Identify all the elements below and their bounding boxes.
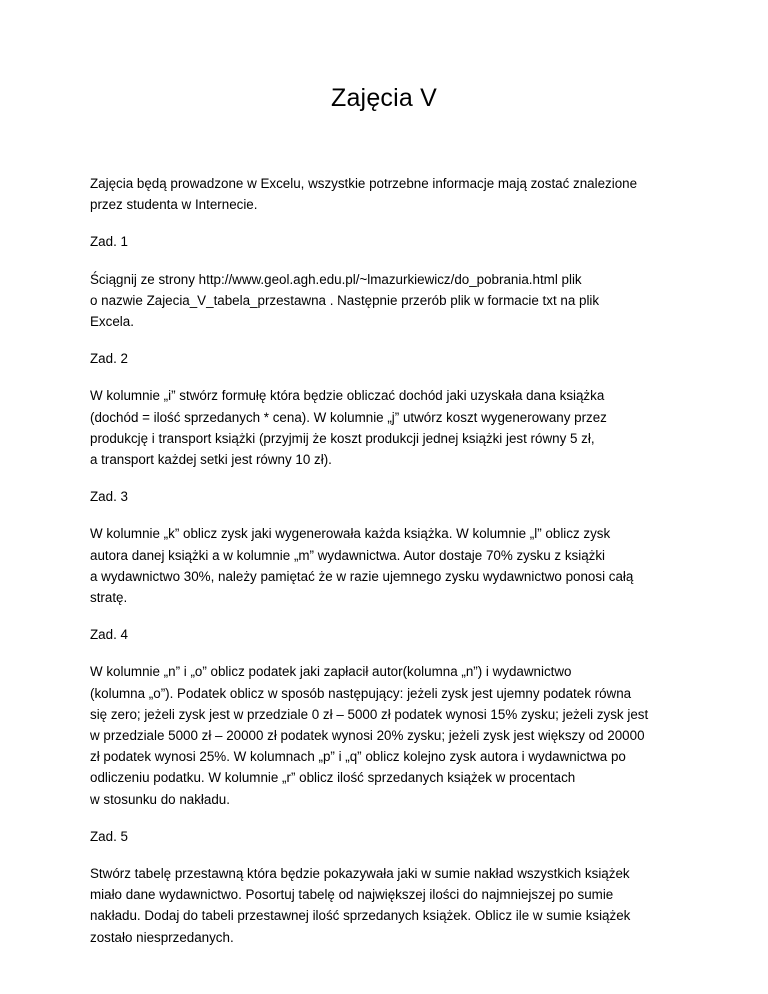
intro-paragraph: Zajęcia będą prowadzone w Excelu, wszystkie potrzebne informacje mają zostać znalezione przez studenta w Internecie. <box>90 176 638 213</box>
task-3-text: W kolumnie „k” oblicz zysk jaki wygenerowała każda książka. W kolumnie „l” oblicz zysk autora danej książki a w kolumnie „m” wydawnictwa. Autor dostaje 70% zysku z książki a wydawnictwo 30%, należy pamiętać że w razie ujemnego zysku wydawnictwo ponosi całą stratę. <box>90 526 634 606</box>
document-title: Zajęcia V <box>330 84 437 112</box>
document-body <box>90 173 680 964</box>
task-4-text: W kolumnie „n” i „o” oblicz podatek jaki zapłacił autor(kolumna „n”) i wydawnictwo (kolumna „o”). Podatek oblicz w sposób następujący: jeżeli zysk jest ujemny podatek równa się zero; jeżeli zysk jest w przedziale 0 zł – 5000 zł podatek wynosi 15% zysku; jeżeli zysk jest w przedziale 5000 zł – 20000 zł podatek wynosi 20% zysku; jeżeli zysk jest większy od 20000 zł podatek wynosi 25%. W kolumnach „p” i „q” oblicz kolejno zysk autora i wydawnictwa po odliczeniu podatku. W kolumnie „r” oblicz ilość sprzedanych książek w procentach w stosunku do nakładu. <box>90 664 649 807</box>
task-2-text: W kolumnie „i” stwórz formułę która będzie obliczać dochód jaki uzyskała dana książka (dochód = ilość sprzedanych * cena). W kolumnie „j” utwórz koszt wygenerowany przez produkcję i transport książki (przyjmij że koszt produkcji jednej książki jest równy 5 zł, a transport każdej setki jest równy 10 zł). <box>90 388 607 468</box>
task-5-text: Stwórz tabelę przestawną która będzie pokazywała jaki w sumie nakład wszystkich książek miało dane wydawnictwo. Posortuj tabelę od największej ilości do najmniejszej po sumie nakładu. Dodaj do tabeli przestawnej ilość sprzedanych książek. Oblicz ile w sumie książek zostało niesprzedanych. <box>90 866 631 945</box>
task-1-heading: Zad. 1 <box>90 234 128 250</box>
task-4-heading: Zad. 4 <box>90 627 128 643</box>
task-5-heading: Zad. 5 <box>90 828 128 844</box>
task-2-heading: Zad. 2 <box>90 351 128 367</box>
task-1-text: Ściągnij ze strony http://www.geol.agh.edu.pl/~lmazurkiewicz/do_pobrania.html plik o nazwie Zajecia_V_tabela_przestawna . Następnie przerób plik w formacie txt na plik Excela. <box>90 271 600 330</box>
task-3-heading: Zad. 3 <box>90 489 128 505</box>
